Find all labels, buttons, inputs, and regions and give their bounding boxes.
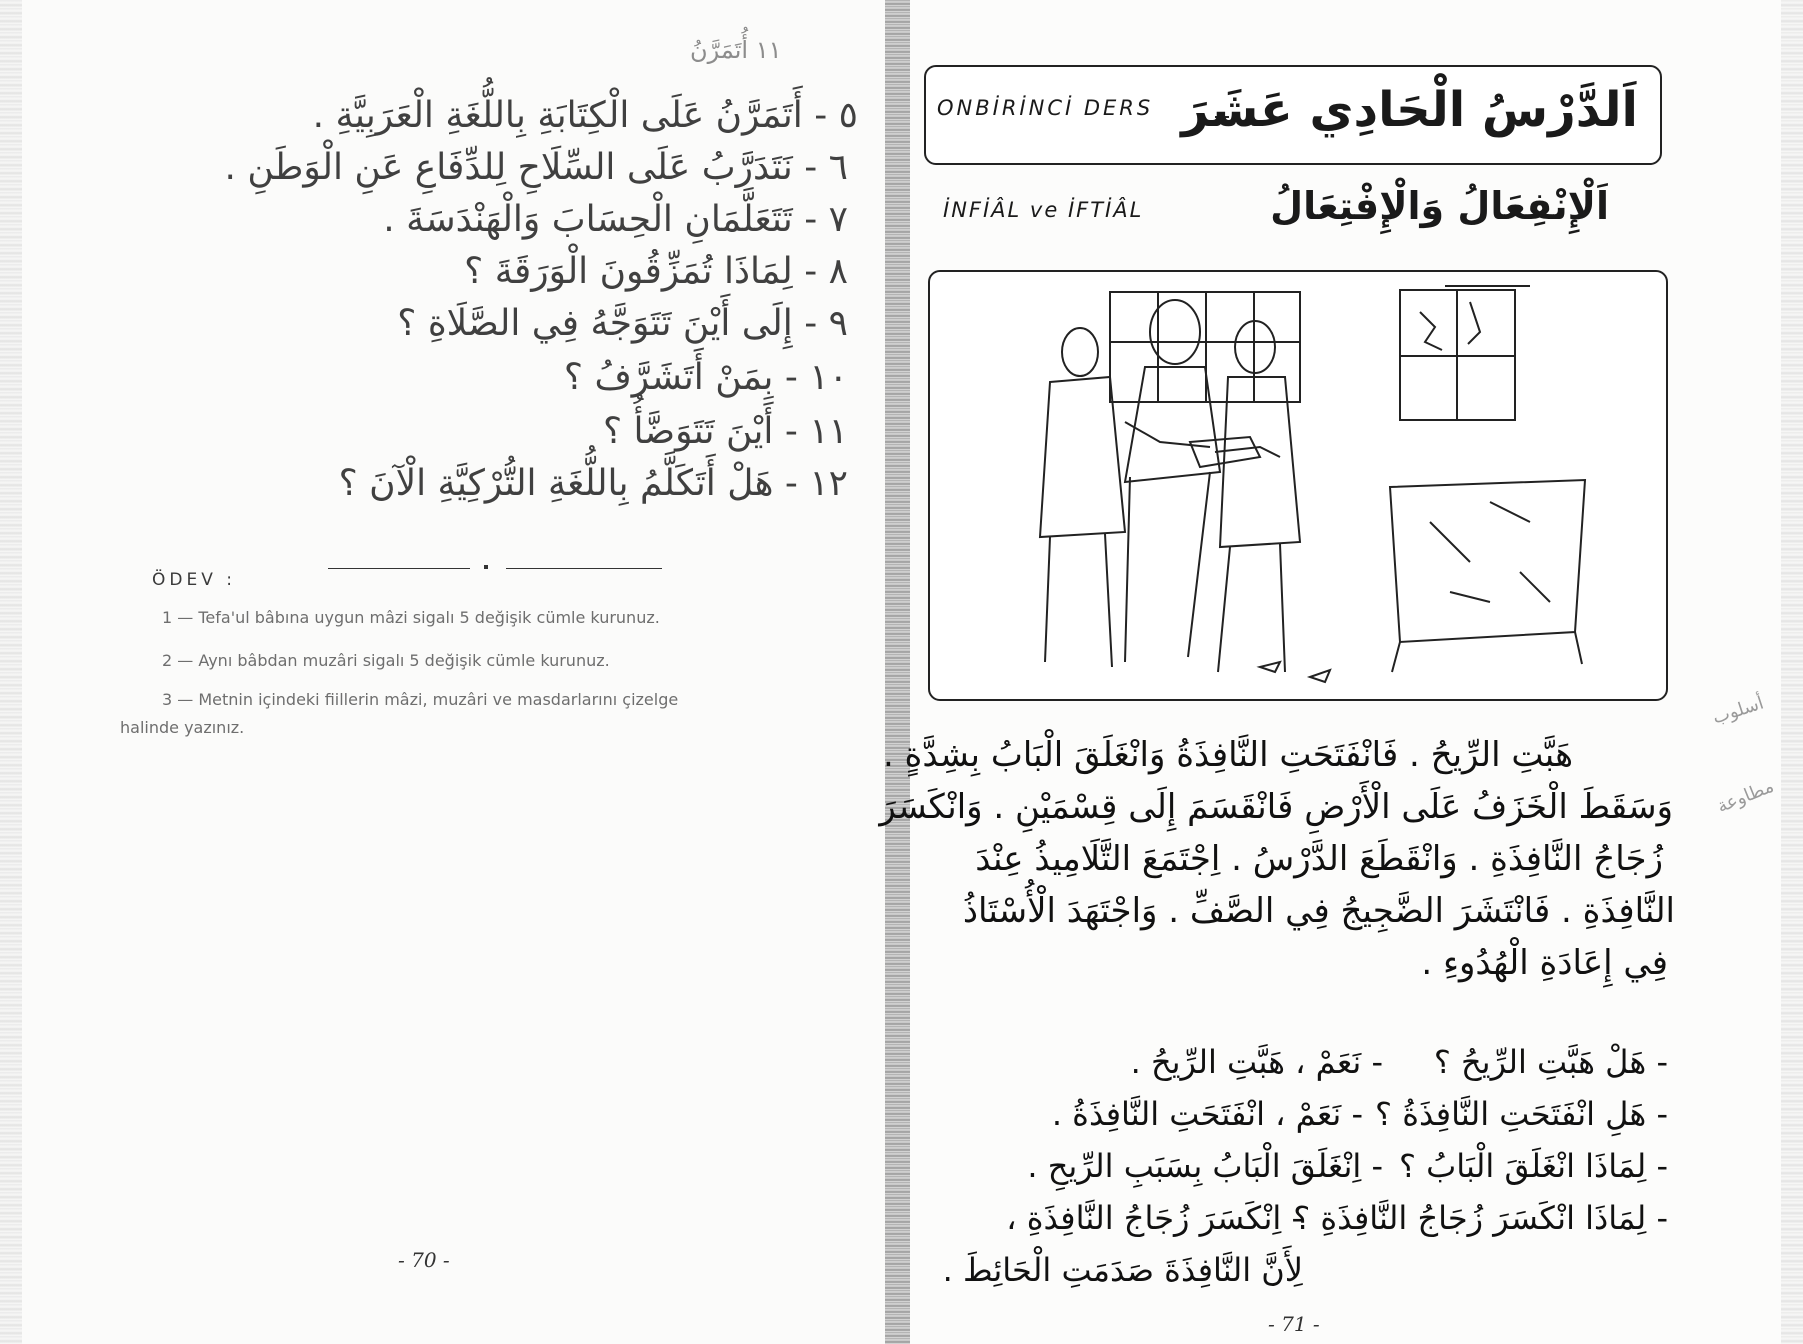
page-number-right: - 71 - xyxy=(1268,1312,1320,1336)
corner-note: ١١ أُتَمَرَّنُ xyxy=(690,36,782,64)
paragraph-line-2: وَسَقَطَ الْخَزَفُ عَلَى الْأَرْضِ فَانْقَسَمَ إِلَى قِسْمَيْنِ . وَانْكَسَرَ xyxy=(879,787,1673,827)
homework-item-2: 2 — Aynı bâbdan muzâri sigalı 5 değişik cümle kurunuz. xyxy=(162,651,610,670)
margin-note-1: أسلوب xyxy=(1710,692,1767,729)
page-edge xyxy=(1781,0,1803,1344)
dialogue-answer-4: - اِنْكَسَرَ زُجَاجُ النَّافِذَةِ ، xyxy=(1006,1199,1303,1237)
lesson-title-arabic: اَلدَّرْسُ الْحَادِي عَشَرَ xyxy=(1181,82,1638,138)
dialogue-question-4: - لِمَاذَا انْكَسَرَ زُجَاجُ النَّافِذَةِ ؟ xyxy=(1293,1199,1668,1237)
exercise-text: ٧ - تَتَعَلَّمَانِ الْحِسَابَ وَالْهَنْدَسَةَ . xyxy=(383,199,848,240)
exercise-text: ٥ - أَتَمَرَّنُ عَلَى الْكِتَابَةِ بِاللُّغَةِ الْعَرَبِيَّةِ . xyxy=(312,95,858,136)
divider xyxy=(328,568,470,569)
paragraph-line-1: هَبَّتِ الرِّيحُ . فَانْفَتَحَتِ النَّافِذَةُ وَانْغَلَقَ الْبَابُ بِشِدَّةٍ . xyxy=(882,735,1573,775)
dialogue-question-1: - هَلْ هَبَّتِ الرِّيحُ ؟ xyxy=(1433,1043,1668,1081)
exercise-text: ١٠ - بِمَنْ أَتَشَرَّفُ ؟ xyxy=(563,357,848,398)
lesson-title-latin: ONBİRİNCİ DERS xyxy=(937,96,1154,120)
exercise-text: ٩ - إِلَى أَيْنَ تَتَوَجَّهُ فِي الصَّلَاةِ ؟ xyxy=(397,303,848,344)
homework-title: ÖDEV : xyxy=(152,570,236,590)
divider-dot xyxy=(484,565,488,569)
paragraph-line-3: زُجَاجُ النَّافِذَةِ . وَانْقَطَعَ الدَّرْسُ . اِجْتَمَعَ التَّلَامِيذُ عِنْدَ xyxy=(975,839,1663,879)
lesson-illustration xyxy=(928,270,1668,701)
paragraph-line-5: فِي إِعَادَةِ الْهُدُوءِ . xyxy=(1421,943,1668,983)
lesson-subtitle-arabic: اَلْإِنْفِعَالُ وَالْإِفْتِعَالُ xyxy=(1270,184,1609,228)
dialogue-tail: لِأَنَّ النَّافِذَةَ صَدَمَتِ الْحَائِطَ . xyxy=(942,1251,1303,1289)
homework-item-3-cont: halinde yazınız. xyxy=(120,718,245,737)
margin-note-2: مطاوعة xyxy=(1714,775,1777,818)
homework-item-3: 3 — Metnin içindeki fiillerin mâzi, muzâri ve masdarlarını çizelge xyxy=(162,690,679,709)
classroom-drawing xyxy=(930,272,1668,701)
page-number-left: - 70 - xyxy=(398,1248,450,1272)
dialogue-answer-2: - نَعَمْ ، انْفَتَحَتِ النَّافِذَةُ . xyxy=(1051,1095,1363,1133)
page-edge xyxy=(0,0,22,1344)
dialogue-answer-3: - اِنْغَلَقَ الْبَابُ بِسَبَبِ الرِّيحِ . xyxy=(1027,1147,1383,1185)
dialogue-question-3: - لِمَاذَا انْغَلَقَ الْبَابُ ؟ xyxy=(1398,1147,1668,1185)
left-page xyxy=(0,0,890,1344)
exercise-text: ١٢ - هَلْ أَتَكَلَّمُ بِاللُّغَةِ التُّرْكِيَّةِ الْآنَ ؟ xyxy=(338,463,848,504)
paragraph-line-4: النَّافِذَةِ . فَانْتَشَرَ الضَّجِيجُ فِي الصَّفِّ . وَاجْتَهَدَ الْأُسْتَاذُ xyxy=(962,891,1675,931)
divider xyxy=(506,568,662,569)
exercise-text: ١١ - أَيْنَ تَتَوَضَّأُ ؟ xyxy=(603,411,848,452)
homework-item-1: 1 — Tefa'ul bâbına uygun mâzi sigalı 5 değişik cümle kurunuz. xyxy=(162,608,660,627)
dialogue-question-2: - هَلِ انْفَتَحَتِ النَّافِذَةُ ؟ xyxy=(1375,1095,1668,1133)
desk xyxy=(1390,480,1585,642)
dialogue-answer-1: - نَعَمْ ، هَبَّتِ الرِّيحُ . xyxy=(1130,1043,1383,1081)
exercise-text: ٦ - نَتَدَرَّبُ عَلَى السِّلَاحِ لِلدِّفَاعِ عَنِ الْوَطَنِ . xyxy=(224,147,848,188)
exercise-text: ٨ - لِمَاذَا تُمَزِّقُونَ الْوَرَقَةَ ؟ xyxy=(464,251,848,292)
lesson-subtitle-latin: İNFİÂL ve İFTİÂL xyxy=(943,198,1144,222)
